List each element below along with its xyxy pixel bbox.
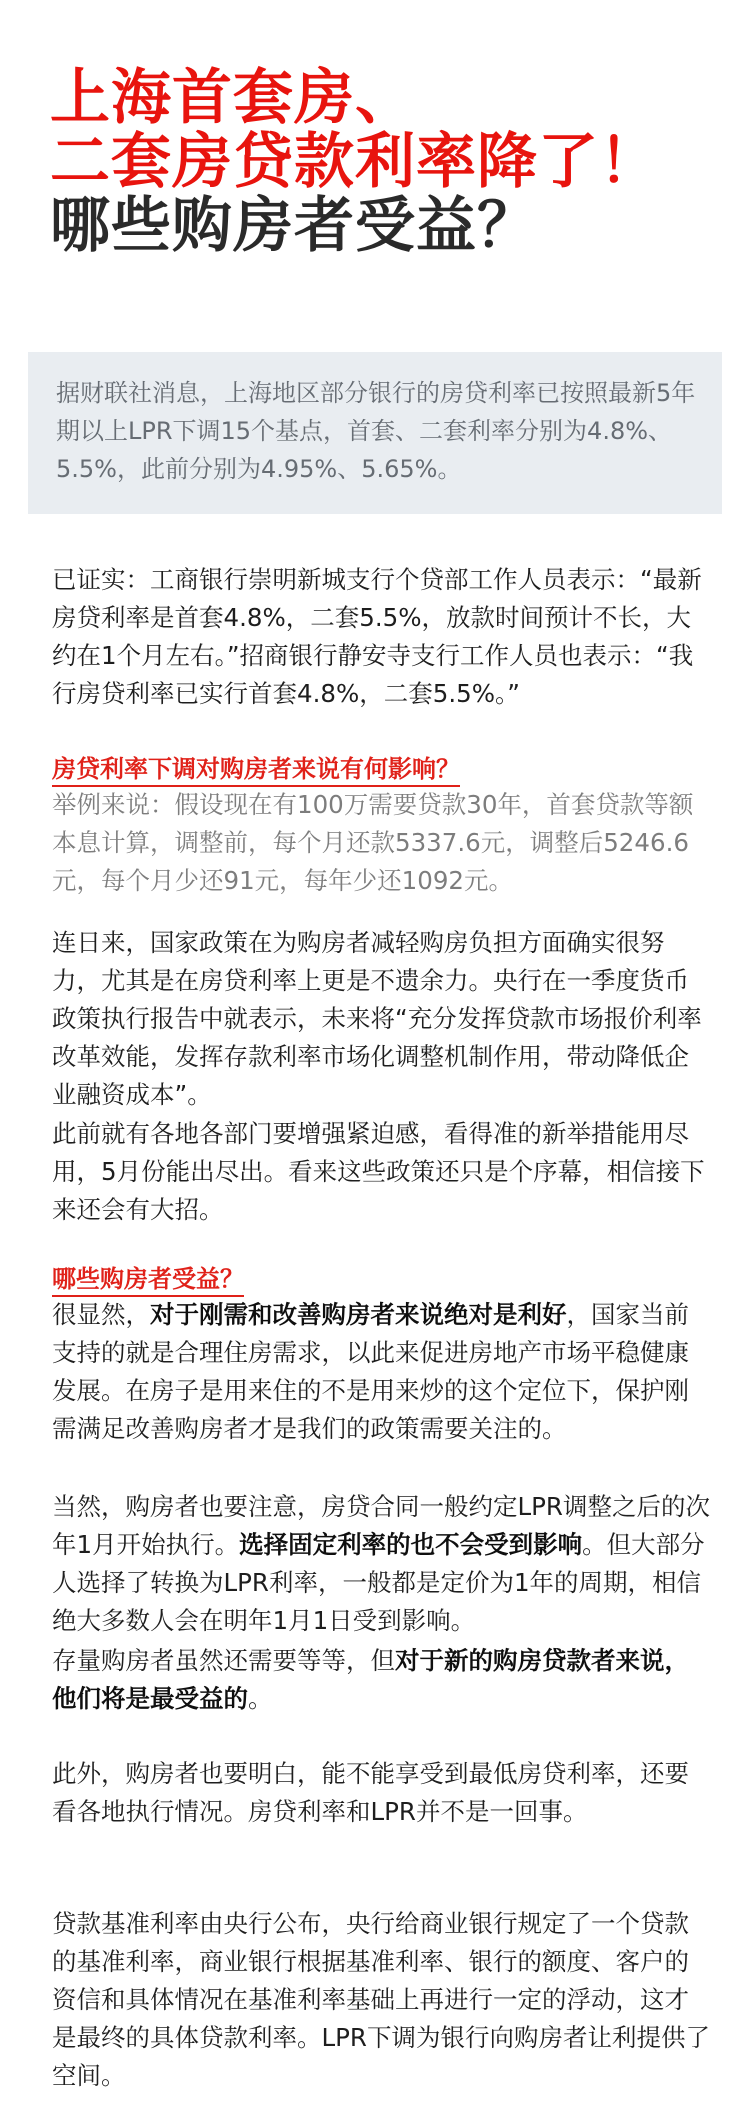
benefit-text-bold: 对于刚需和改善购房者来说绝对是利好 [150, 1300, 567, 1329]
paragraph-base-rate: 贷款基准利率由央行公布，央行给商业银行规定了一个贷款的基准利率，商业银行根据基准利率、银行的额度、客户的资信和具体情况在基准利率基础上再进行一定的浮动，这才是最终的具体贷款利率。LPR下调为银行向购房者让利提供了空间。 [52, 1909, 710, 2090]
heading-impact-text: 房贷利率下调对购房者来说有何影响？ [52, 754, 460, 787]
paragraph-benefit [52, 1296, 712, 1448]
title-line-1: 上海首套房、 [50, 63, 416, 133]
heading-beneficiaries-text: 哪些购房者受益？ [52, 1264, 244, 1297]
title-line-2: 二套房贷款利率降了！ [50, 127, 660, 197]
article-title [50, 63, 710, 261]
intro-quote-box [28, 352, 722, 514]
intro-text: 据财联社消息，上海地区部分银行的房贷利率已按照最新5年期以上LPR下调15个基点，首套、二套利率分别为4.8%、5.5%，此前分别为4.95%、5.65%。 [56, 379, 696, 483]
paragraph-confirmation: 已证实：工商银行崇明新城支行个贷部工作人员表示：“最新房贷利率是首套4.8%，二套5.5%，放款时间预计不长，大约在1个月左右。”招商银行静安寺支行工作人员也表示：“我行房贷利率已实行首套4.8%，二套5.5%。” [52, 565, 702, 708]
benefit-text-a: 很显然， [52, 1300, 150, 1329]
stock-text-a: 存量购房者虽然还需要等等，但 [52, 1646, 395, 1675]
paragraph-local-execution: 此外，购房者也要明白，能不能享受到最低房贷利率，还要看各地执行情况。房贷利率和LPR并不是一回事。 [52, 1759, 689, 1826]
paragraph-policy: 连日来，国家政策在为购房者减轻购房负担方面确实很努力，尤其是在房贷利率上更是不遗余力。央行在一季度货币政策执行报告中就表示，未来将“充分发挥贷款市场报价利率改革效能，发挥存款利率市场化调整机制作用，带动降低企业融资成本”。 [52, 928, 702, 1109]
section-heading-beneficiaries [52, 1264, 712, 1297]
title-line-3: 哪些购房者受益？ [50, 191, 538, 261]
section-heading-impact [52, 754, 712, 787]
stock-text-bold: 对于新的购房贷款者来说，他们将是最受益的 [52, 1646, 689, 1713]
benefit-text-c: ，国家当前支持的就是合理住房需求，以此来促进房地产市场平稳健康发展。在房子是用来住的不是用来炒的这个定位下，保护刚需满足改善购房者才是我们的政策需要关注的。 [52, 1300, 689, 1443]
stock-text-c: 。 [248, 1684, 273, 1713]
paragraph-stock-buyers [52, 1642, 712, 1718]
paragraph-example: 举例来说：假设现在有100万需要贷款30年，首套贷款等额本息计算，调整前，每个月还款5337.6元，调整后5246.6元，每个月少还91元，每年少还1092元。 [52, 790, 694, 895]
paragraph-measures: 此前就有各地各部门要增强紧迫感，看得准的新举措能用尽用，5月份能出尽出。看来这些政策还只是个序幕，相信接下来还会有大招。 [52, 1119, 705, 1224]
paragraph-lpr-timing [52, 1488, 712, 1640]
lpr-text-a: 当然，购房者也要注意，房贷合同一般约定LPR调整之后的次年1月开始执行。 [52, 1492, 710, 1559]
lpr-text-bold: 选择固定利率的也不会受到影响 [239, 1530, 583, 1559]
lpr-text-c: 。但大部分人选择了转换为LPR利率，一般都是定价为1年的周期，相信绝大多数人会在明年1月1日受到影响。 [52, 1530, 705, 1635]
